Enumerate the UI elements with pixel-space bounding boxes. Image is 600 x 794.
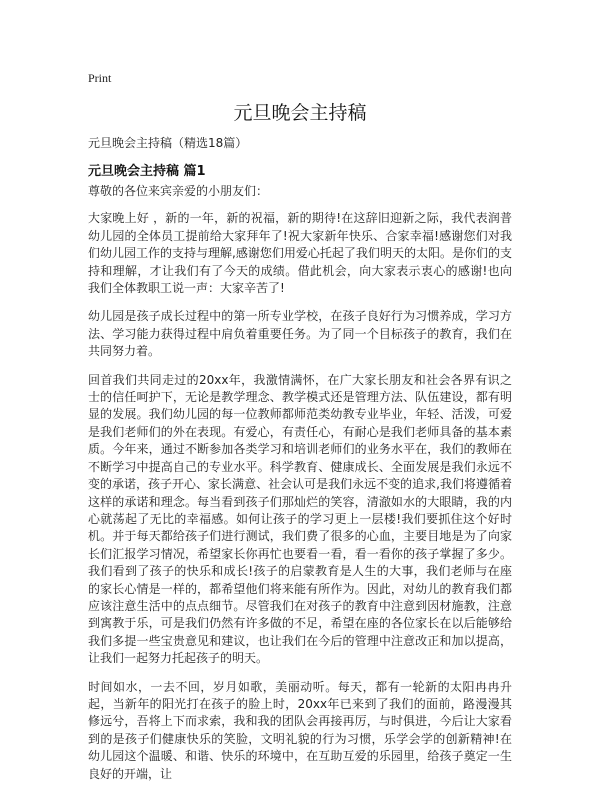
- document-body: [88, 183, 512, 794]
- print-link[interactable]: Print: [88, 71, 112, 85]
- body-paragraph: 幼儿园是孩子成长过程中的第一所专业学校，在孩子良好行为习惯养成，学习方法、学习能力获得过程中肩负着重要任务。为了同一个目标孩子的教育，我们在共同努力着。: [88, 309, 512, 359]
- greeting-line: 尊敬的各位来宾亲爱的小朋友们：: [88, 184, 269, 198]
- section-heading: 元旦晚会主持稿 篇1: [88, 164, 206, 179]
- document-title: 元旦晚会主持稿: [233, 102, 367, 124]
- body-paragraph: 时间如水，一去不回，岁月如歌，美丽动听。每天，都有一轮新的太阳冉冉升起，当新年的阳光打在孩子的脸上时，20xx年已来到了我们的面前，路漫漫其修远兮，吾将上下而求索，我和我的团队会再接再厉，与时俱进，今后让大家看到的是孩子们健康快乐的笑脸，文明礼貌的行为习惯，乐学会学的创新精神!在幼儿园这个温暖、和谐、快乐的环境中，在互助互爱的乐园里，给孩子奠定一生良好的开端，让: [88, 679, 512, 781]
- body-paragraph: 回首我们共同走过的20xx年，我激情满怀，在广大家长朋友和社会各界有识之士的信任呵护下，无论是教学理念、教学模式还是管理方法、队伍建设，都有明显的发展。我们幼儿园的每一位教师都师范类幼教专业毕业，年轻、活泼，可爱是我们老师们的外在表现。有爱心，有责任心，有耐心是我们老师具备的基本素质。今年来，通过不断参加各类学习和培训老师们的业务水平在，我们的教师在不断学习中提高自己的专业水平。科学教育、健康成长、全面发展是我们永远不变的承诺，孩子开心、家长满意、社会认可是我们永远不变的追求,我们将遵循着这样的承诺和理念。每当看到孩子们那灿烂的笑容，清澈如水的大眼睛，我的内心就荡起了无比的幸福感。如何让孩子的学习更上一层楼!我们要抓住这个好时机。并于每天都给孩子们进行测试，我们费了很多的心血，主要目地是为了向家长们汇报学习情况，希望家长你再忙也要看一看，看一看你的孩子掌握了多少。我们看到了孩子的快乐和成长!孩子的启蒙教育是人生的大事，我们老师与在座的家长心情是一样的，都希望他们将来能有所作为。因此，对幼儿的教育我们都应该注意生活中的点点细节。尽管我们在对孩子的教育中注意到因材施教，注意到寓教于乐，可是我们仍然有许多做的不足，希望在座的各位家长在以后能够给我们多提一些宝贵意见和建议，也让我们在今后的管理中注意改正和加以提高，让我们一起努力托起孩子的明天。: [88, 372, 512, 666]
- document-subtitle: 元旦晚会主持稿（精选18篇）: [88, 136, 248, 150]
- body-paragraph: 大家晚上好 ，新的一年，新的祝福，新的期待!在这辞旧迎新之际，我代表润普幼儿园的全体员工提前给大家拜年了!祝大家新年快乐、合家幸福!感谢您们对我们幼儿园工作的支持与理解,感谢您们用爱心托起了我们明天的太阳。是你们的支持和理解，才让我们有了今天的成绩。借此机会，向大家表示衷心的感谢!也向我们全体教职工说一声：大家辛苦了!: [88, 211, 512, 296]
